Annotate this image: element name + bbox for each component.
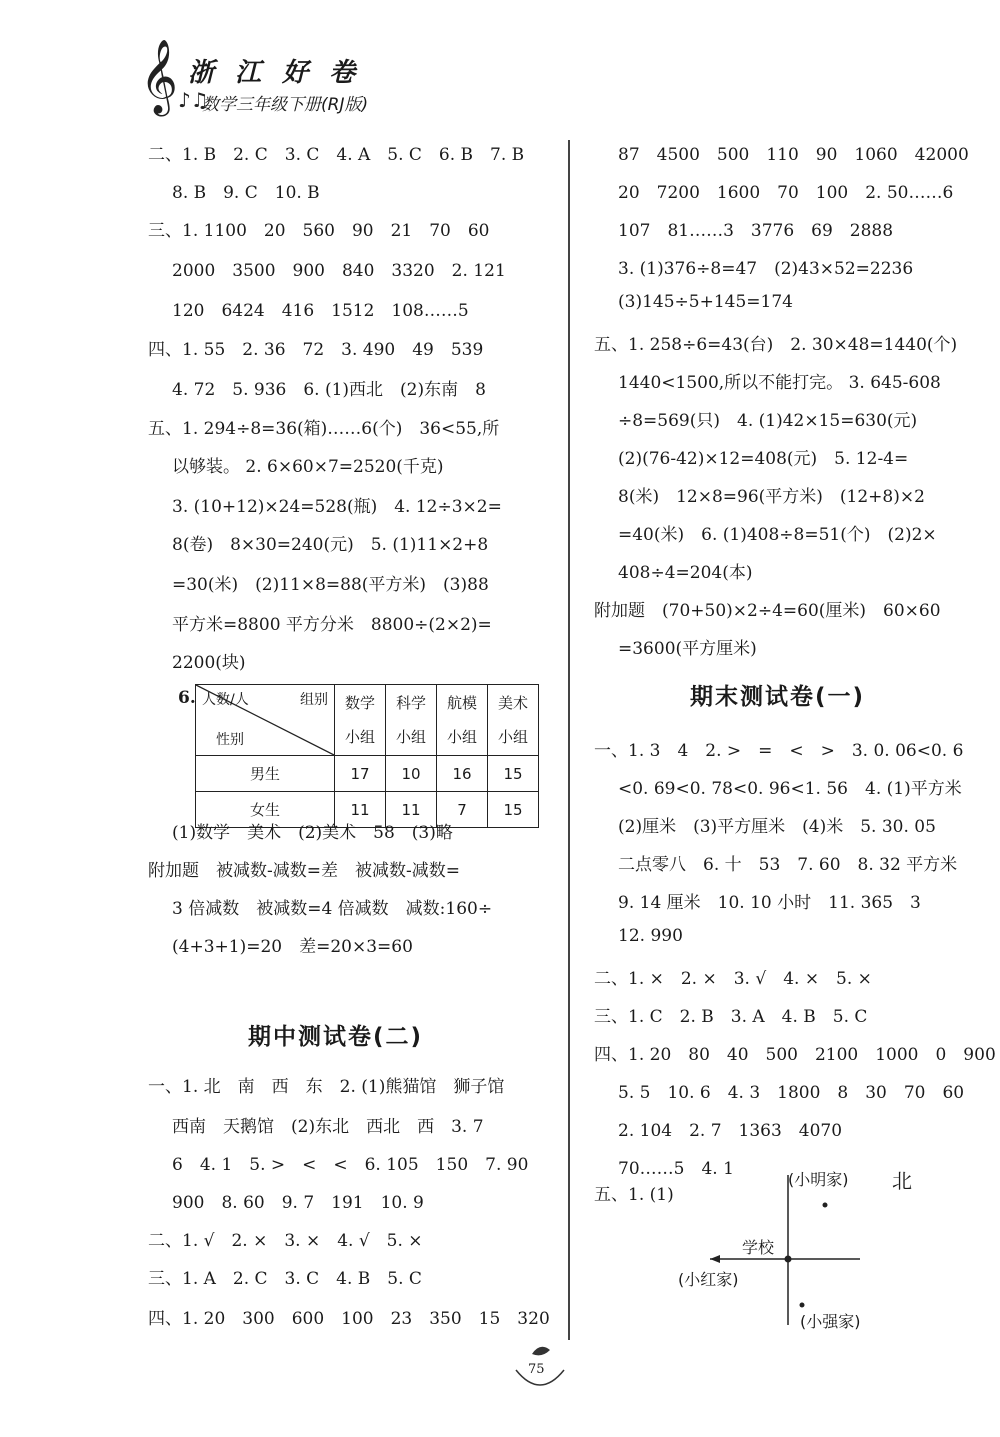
answer-line: 87 4500 500 110 90 1060 42000 [618,145,969,165]
xiaoming-home-label: (小明家) [788,1170,849,1189]
final-exam-heading: 期末测试卷(一) [690,684,866,710]
corner-label-gender: 性别 [216,732,244,748]
answer-line: (2)(76-42)×12=408(元) 5. 12-4= [618,449,909,469]
midterm-heading: 期中测试卷(二) [248,1024,424,1050]
row-label: 女生 [196,792,335,828]
answer-line: 120 6424 416 1512 108……5 [172,301,469,321]
answer-line: 107 81……3 3776 69 2888 [618,221,894,241]
answer-line: (1)数学 美术 (2)美术 58 (3)略 [172,823,453,843]
answer-line: 二、1. B 2. C 3. C 4. A 5. C 6. B 7. B [148,145,525,165]
direction-map [670,1169,912,1335]
table-cell: 10 [386,756,437,792]
answer-line: 二、1. √ 2. × 3. × 4. √ 5. × [148,1231,423,1251]
answer-line: 四、1. 20 300 600 100 23 350 15 320 [148,1309,550,1329]
answer-line: 西南 天鹅馆 (2)东北 西北 西 3. 7 [172,1117,484,1137]
answer-line: (3)145÷5+145=174 [618,292,793,312]
answer-line: 6 4. 1 5. > < < 6. 105 150 7. 90 [172,1155,529,1175]
answer-line: 2200(块) [172,653,246,673]
answer-line: 12. 990 [618,926,683,946]
answer-line: 五、1. 294÷8=36(箱)……6(个) 36<55,所 [148,419,500,439]
table-row [196,756,539,792]
table-cell: 11 [386,792,437,828]
answer-line: 8(卷) 8×30=240(元) 5. (1)11×2+8 [172,535,489,555]
answer-line: 一、1. 北 南 西 东 2. (1)熊猫馆 狮子馆 [148,1077,505,1097]
answer-line: 408÷4=204(本) [618,563,753,583]
answer-line: ÷8=569(只) 4. (1)42×15=630(元) [618,411,918,431]
north-label: 北 [892,1169,912,1193]
table-corner [196,685,335,756]
column-divider [568,140,570,1340]
answer-line: 一、1. 3 4 2. > = < > 3. 0. 06<0. 6 [594,741,964,761]
answer-line: =40(米) 6. (1)408÷8=51(个) (2)2× [618,525,937,545]
table-cell: 15 [488,756,539,792]
answer-line: <0. 69<0. 78<0. 96<1. 56 4. (1)平方米 [618,779,962,799]
school-label: 学校 [742,1238,775,1257]
answer-line: 9. 14 厘米 10. 10 小时 11. 365 3 [618,893,921,913]
answer-line: (4+3+1)=20 差=20×3=60 [172,937,413,957]
table-cell: 16 [437,756,488,792]
answer-line: 平方米=8800 平方分米 8800÷(2×2)= [172,615,492,635]
answer-line: 二点零八 6. 十 53 7. 60 8. 32 平方米 [618,855,958,875]
answer-line: 附加题 (70+50)×2÷4=60(厘米) 60×60 [594,601,941,621]
answer-line: 3. (10+12)×24=528(瓶) 4. 12÷3×2= [172,497,502,517]
answer-line: 2. 104 2. 7 1363 4070 [618,1121,843,1141]
column-header: 数学 小组 [335,685,386,756]
brand-title: 浙 江 好 卷 [188,58,362,88]
answer-line: 20 7200 1600 70 100 2. 50……6 [618,183,954,203]
treble-clef-icon: 𝄞 [140,40,178,114]
column-header: 航模 小组 [437,685,488,756]
answer-line: 70……5 4. 1 [618,1159,734,1179]
answer-line: 5. 5 10. 6 4. 3 1800 8 30 70 60 [618,1083,965,1103]
answer-line: 五、1. 258÷6=43(台) 2. 30×48=1440(个) [594,335,958,355]
column-header: 科学 小组 [386,685,437,756]
group-table [195,684,539,828]
xiaohong-home-label: (小红家) [678,1270,739,1289]
answer-line: 1440<1500,所以不能打完。 3. 645-608 [618,373,941,393]
column-header: 美术 小组 [488,685,539,756]
table-cell: 7 [437,792,488,828]
row-label: 男生 [196,756,335,792]
table-cell: 11 [335,792,386,828]
answer-line: (2)厘米 (3)平方厘米 (4)米 5. 30. 05 [618,817,936,837]
book-subtitle: 数学三年级下册(RJ版) [202,95,369,115]
answer-line: 四、1. 55 2. 36 72 3. 490 49 539 [148,340,484,360]
answer-line: 附加题 被减数-减数=差 被减数-减数= [148,861,460,881]
answer-line: 900 8. 60 9. 7 191 10. 9 [172,1193,424,1213]
table-label: 6. [178,688,196,708]
answer-line: 2000 3500 900 840 3320 2. 121 [172,261,506,281]
answer-line: 4. 72 5. 936 6. (1)西北 (2)东南 8 [172,380,486,400]
answer-line: 三、1. A 2. C 3. C 4. B 5. C [148,1269,422,1289]
answer-line: 二、1. × 2. × 3. √ 4. × 5. × [594,969,872,989]
answer-line: =3600(平方厘米) [618,639,757,659]
answer-line: 四、1. 20 80 40 500 2100 1000 0 900 [594,1045,996,1065]
corner-label-group: 组别 [300,692,328,708]
book-header [140,40,440,120]
answer-line: 8. B 9. C 10. B [172,183,320,203]
table-cell: 17 [335,756,386,792]
answer-line: 五、1. (1) [594,1185,674,1205]
map-axes [670,1175,910,1335]
answer-line: 3 倍减数 被减数=4 倍减数 减数:160÷ [172,899,493,919]
corner-label-people: 人数/人 [202,692,249,708]
answer-line: 3. (1)376÷8=47 (2)43×52=2236 [618,259,914,279]
answer-line: 以够装。 2. 6×60×7=2520(千克) [172,457,444,477]
music-notes-icon: ♪♫ [178,88,209,112]
page-number-badge [510,1340,570,1390]
answer-line: 三、1. C 2. B 3. A 4. B 5. C [594,1007,868,1027]
xiaoqiang-home-label: (小强家) [800,1312,861,1331]
answer-line: =30(米) (2)11×8=88(平方米) (3)88 [172,575,489,595]
answer-line: 三、1. 1100 20 560 90 21 70 60 [148,221,490,241]
answer-line: 8(米) 12×8=96(平方米) (12+8)×2 [618,487,925,507]
page-number: 75 [528,1362,545,1377]
table-cell: 15 [488,792,539,828]
